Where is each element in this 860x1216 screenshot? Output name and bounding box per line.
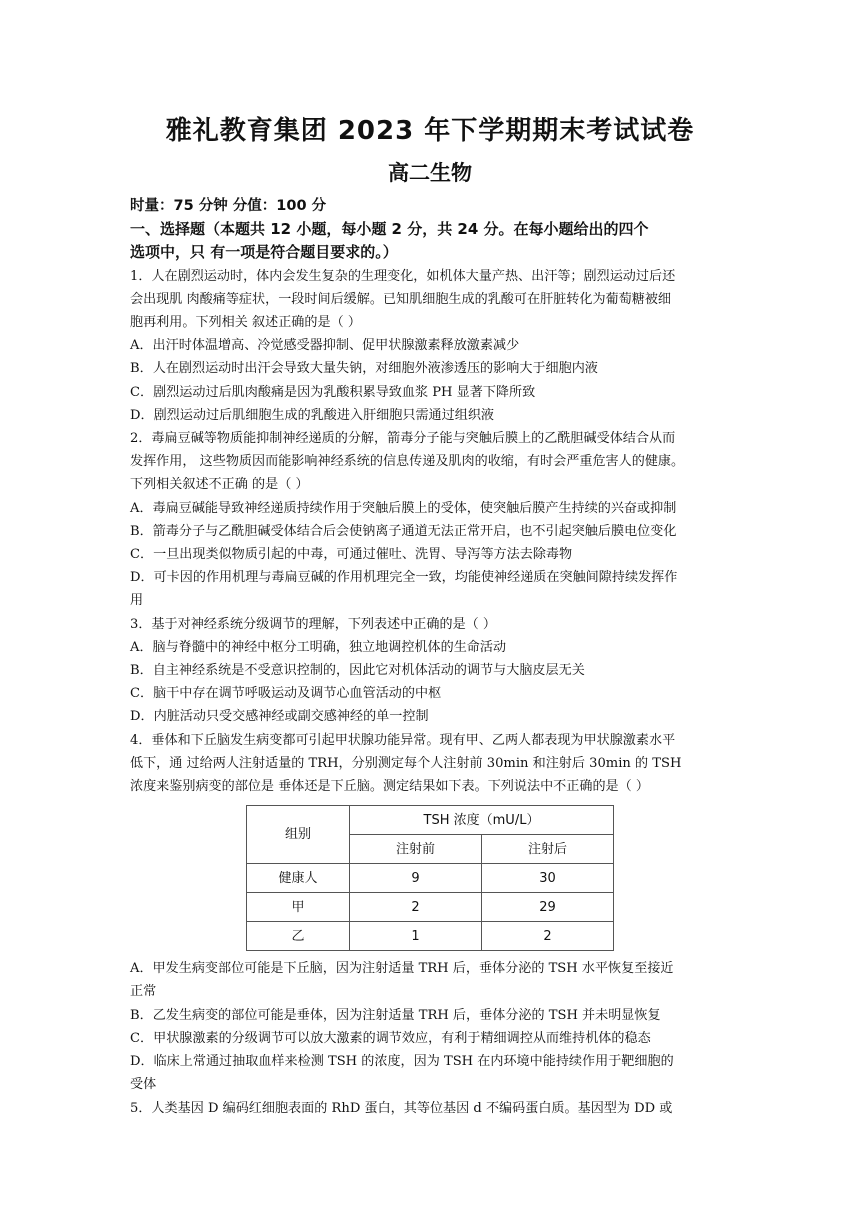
option-d: D．可卡因的作用机理与毒扁豆碱的作用机理完全一致，均能使神经递质在突触间隙持续发挥作 bbox=[130, 570, 678, 586]
option-c: C．脑干中存在调节呼吸运动及调节心血管活动的中枢 bbox=[130, 686, 442, 702]
cell-group: 甲 bbox=[247, 893, 350, 922]
question-stem: 低下，通 过给两人注射适量的 TRH，分别测定每个人注射前 30min 和注射后 30min 的 TSH bbox=[130, 755, 682, 771]
option-c: C．甲状腺激素的分级调节可以放大激素的调节效应，有利于精细调控从而维持机体的稳态 bbox=[130, 1030, 651, 1046]
option-c: C．剧烈运动过后肌肉酸痛是因为乳酸积累导致血浆 PH 显著下降所致 bbox=[130, 384, 536, 400]
tsh-table-wrapper bbox=[128, 798, 732, 957]
cell-after: 29 bbox=[482, 893, 614, 922]
question-stem: 3．基于对神经系统分级调节的理解，下列表述中正确的是（ ） bbox=[130, 616, 497, 632]
question-3 bbox=[130, 613, 732, 729]
option-b: B．乙发生病变的部位可能是垂体，因为注射适量 TRH 后，垂体分泌的 TSH 并未明显恢复 bbox=[130, 1007, 661, 1023]
question-stem: 1．人在剧烈运动时，体内会发生复杂的生理变化，如机体大量产热、出汗等；剧烈运动过后还 bbox=[130, 268, 676, 284]
table-row bbox=[247, 864, 614, 893]
option-d: D．临床上常通过抽取血样来检测 TSH 的浓度，因为 TSH 在内环境中能持续作用于靶细胞的 bbox=[130, 1054, 674, 1070]
cell-before: 1 bbox=[350, 922, 482, 951]
cell-group: 健康人 bbox=[247, 864, 350, 893]
table-header-row bbox=[247, 806, 614, 835]
section-heading-line2: 选项中，只 有一项是符合题目要求的。） bbox=[130, 243, 398, 262]
option-a: A．出汗时体温增高、冷觉感受器抑制、促甲状腺激素释放激素减少 bbox=[130, 338, 520, 354]
option-b: B．人在剧烈运动时出汗会导致大量失钠，对细胞外液渗透压的影响大于细胞内液 bbox=[130, 361, 598, 377]
option-a: A．脑与脊髓中的神经中枢分工明确，独立地调控机体的生命活动 bbox=[130, 639, 507, 655]
option-c: C．一旦出现类似物质引起的中毒，可通过催吐、洗胃、导泻等方法去除毒物 bbox=[130, 547, 573, 563]
question-stem: 浓度来鉴别病变的部位是 垂体还是下丘脑。测定结果如下表。下列说法中不正确的是（ ） bbox=[130, 779, 649, 795]
section-heading-line1: 一、选择题（本题共 12 小题，每小题 2 分，共 24 分。在每小题给出的四个 bbox=[130, 220, 649, 239]
header-tsh: TSH 浓度（mU/L） bbox=[350, 806, 614, 835]
option-d: D．剧烈运动过后肌细胞生成的乳酸进入肝细胞只需通过组织液 bbox=[130, 407, 495, 423]
question-4 bbox=[130, 729, 732, 1097]
cell-after: 2 bbox=[482, 922, 614, 951]
question-stem: 发挥作用， 这些物质因而能影响神经系统的信息传递及肌肉的收缩，有时会严重危害人的健康。 bbox=[130, 454, 685, 470]
exam-info: 时量：75 分钟 分值：100 分 bbox=[130, 198, 327, 214]
option-a: A．毒扁豆碱能导致神经递质持续作用于突触后膜上的受体，使突触后膜产生持续的兴奋或抑制 bbox=[130, 500, 677, 516]
exam-subject: 高二生物 bbox=[388, 161, 472, 185]
question-stem: 胞再利用。下列相关 叙述正确的是（ ） bbox=[130, 315, 361, 331]
header-after: 注射后 bbox=[482, 835, 614, 864]
table-row bbox=[247, 922, 614, 951]
question-5 bbox=[130, 1097, 732, 1120]
header-group: 组别 bbox=[247, 806, 350, 864]
cell-before: 9 bbox=[350, 864, 482, 893]
question-stem: 下列相关叙述不正确 的是（ ） bbox=[130, 477, 309, 493]
cell-before: 2 bbox=[350, 893, 482, 922]
exam-title: 雅礼教育集团 2023 年下学期期末考试试卷 bbox=[165, 116, 695, 146]
option-a: A．甲发生病变部位可能是下丘脑，因为注射适量 TRH 后，垂体分泌的 TSH 水平恢复至接近 bbox=[130, 961, 674, 977]
cell-group: 乙 bbox=[247, 922, 350, 951]
header-before: 注射前 bbox=[350, 835, 482, 864]
option-d-continued: 用 bbox=[130, 593, 144, 609]
question-2 bbox=[130, 427, 732, 613]
question-stem: 4．垂体和下丘脑发生病变都可引起甲状腺功能异常。现有甲、乙两人都表现为甲状腺激素水平 bbox=[130, 732, 676, 748]
exam-body bbox=[130, 195, 732, 1120]
table-row bbox=[247, 893, 614, 922]
option-d-continued: 受体 bbox=[130, 1077, 157, 1093]
cell-after: 30 bbox=[482, 864, 614, 893]
question-stem: 会出现肌 肉酸痛等症状，一段时间后缓解。已知肌细胞生成的乳酸可在肝脏转化为葡萄糖被细 bbox=[130, 291, 672, 307]
option-b: B．自主神经系统是不受意识控制的，因此它对机体活动的调节与大脑皮层无关 bbox=[130, 663, 585, 679]
question-stem: 2．毒扁豆碱等物质能抑制神经递质的分解，箭毒分子能与突触后膜上的乙酰胆碱受体结合从而 bbox=[130, 431, 676, 447]
option-d: D．内脏活动只受交感神经或副交感神经的单一控制 bbox=[130, 709, 429, 725]
option-a-continued: 正常 bbox=[130, 984, 157, 1000]
tsh-table bbox=[246, 805, 614, 951]
question-1 bbox=[130, 265, 732, 427]
question-stem: 5．人类基因 D 编码红细胞表面的 RhD 蛋白，其等位基因 d 不编码蛋白质。基因型为 DD 或 bbox=[130, 1100, 673, 1116]
option-b: B．箭毒分子与乙酰胆碱受体结合后会使钠离子通道无法正常开启，也不引起突触后膜电位变化 bbox=[130, 523, 677, 539]
